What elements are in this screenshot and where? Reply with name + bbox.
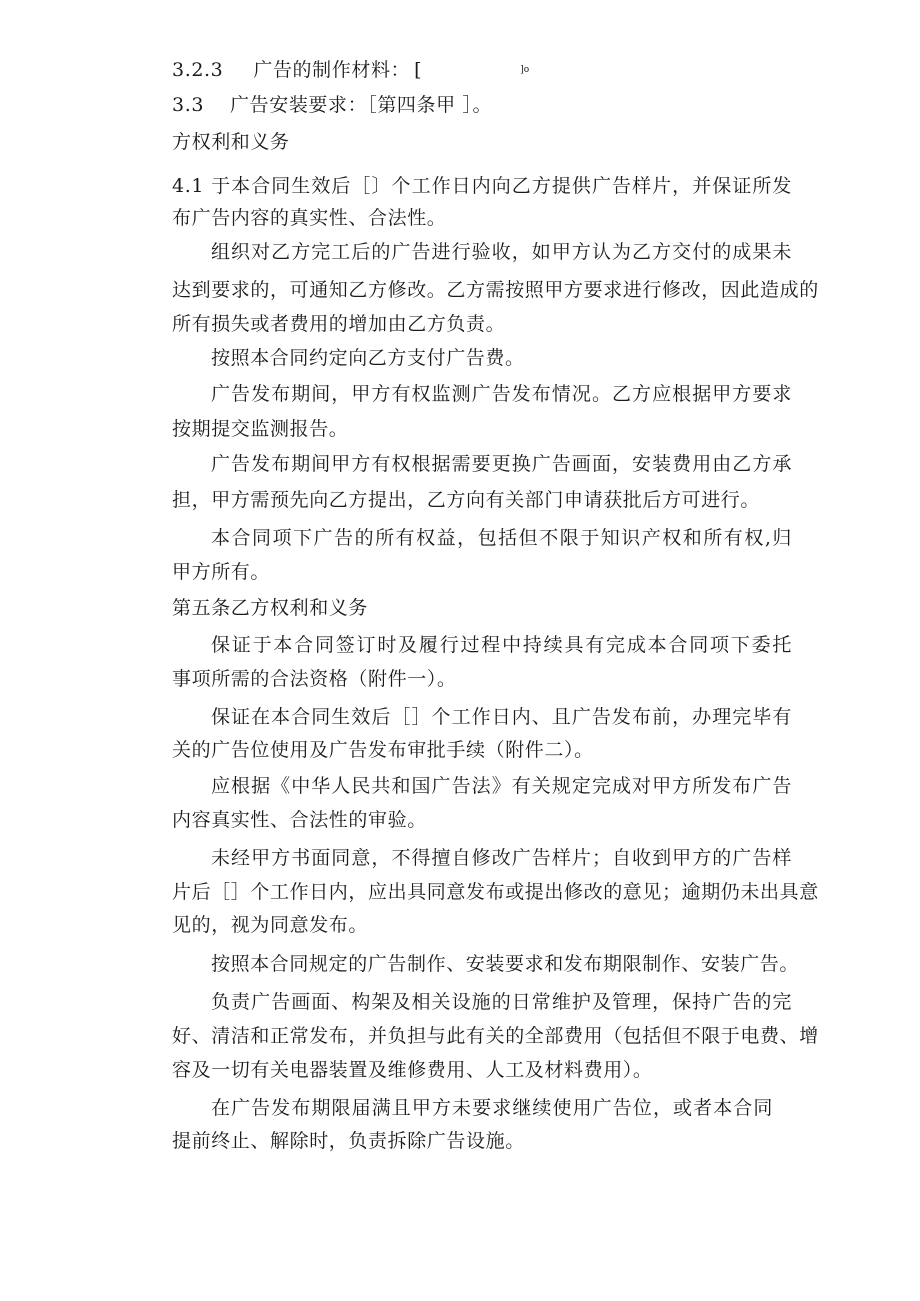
- paragraph-line: 组织对乙方完工后的广告进行验收，如甲方认为乙方交付的成果未: [211, 241, 792, 263]
- section-4-title: 方权利和义务: [172, 131, 290, 153]
- paragraph-line: 甲方所有。: [172, 561, 271, 583]
- item-3-3: [172, 93, 492, 117]
- paragraph-line: 按期提交监测报告。: [172, 418, 349, 440]
- paragraph-line: 所有损失或者费用的增加由乙方负责。: [172, 313, 506, 335]
- bracket-close-mark: ]o: [520, 65, 530, 75]
- paragraph-line: 未经甲方书面同意，不得擅自修改广告样片；自收到甲方的广告样: [211, 847, 792, 869]
- paragraph-line: 达到要求的，可通知乙方修改。乙方需按照甲方要求进行修改，因此造成的: [172, 279, 819, 301]
- paragraph-line: 4.1 于本合同生效后［〕个工作日内向乙方提供广告样片，并保证所发: [172, 175, 792, 197]
- paragraph-line: 保证在本合同生效后［］个工作日内、且广告发布前，办理完毕有: [211, 706, 792, 728]
- paragraph-line: 应根据《中华人民共和国广告法》有关规定完成对甲方所发布广告: [211, 775, 792, 797]
- paragraph-line: 在广告发布期限届满且甲方未要求继续使用广告位，或者本合同: [211, 1097, 773, 1119]
- section-5-title: 第五条乙方权利和义务: [172, 597, 369, 619]
- paragraph-line: 关的广告位使用及广告发布审批手续（附件二）。: [172, 739, 594, 761]
- paragraph-line: 片后［］个工作日内，应出具同意发布或提出修改的意见；逾期仍未出具意: [172, 881, 819, 903]
- paragraph-line: 布广告内容的真实性、合法性。: [172, 207, 447, 229]
- item-number: 3.2.3: [172, 59, 224, 81]
- bracket-open: [: [414, 59, 423, 81]
- paragraph-line: 好、清洁和正常发布，并负担与此有关的全部费用（包括但不限于电费、增: [172, 1025, 819, 1047]
- paragraph-line: 内容真实性、合法性的审验。: [172, 809, 427, 831]
- paragraph-line: 广告发布期间，甲方有权监测广告发布情况。乙方应根据甲方要求: [211, 383, 792, 405]
- item-label: 广告的制作材料：: [253, 59, 411, 81]
- paragraph-line: 担，甲方需预先向乙方提出，乙方向有关部门申请获批后方可进行。: [172, 489, 761, 511]
- paragraph-line: 按照本合同约定向乙方支付广告费。: [211, 347, 525, 369]
- item-number: 3.3: [172, 94, 205, 116]
- paragraph-line: 本合同项下广告的所有权益，包括但不限于知识产权和所有权,归: [211, 527, 792, 549]
- paragraph-line: 广告发布期间甲方有权根据需要更换广告画面，安装费用由乙方承: [211, 453, 792, 475]
- paragraph-line: 负责广告画面、构架及相关设施的日常维护及管理，保持广告的完: [211, 991, 792, 1013]
- paragraph-line: 见的，视为同意发布。: [172, 914, 369, 936]
- paragraph-line: 事项所需的合法资格（附件一）。: [172, 668, 457, 690]
- item-text: 广告安装要求：［第四条甲 ］。: [230, 94, 493, 116]
- paragraph-line: 提前终止、解除时，负责拆除广告设施。: [172, 1130, 525, 1152]
- paragraph-line: 容及一切有关电器装置及维修费用、人工及材料费用）。: [172, 1059, 653, 1081]
- paragraph-line: 保证于本合同签订时及履行过程中持续具有完成本合同项下委托: [211, 634, 792, 656]
- item-3-2-3: [172, 58, 529, 82]
- paragraph-line: 按照本合同规定的广告制作、安装要求和发布期限制作、安装广告。: [211, 953, 800, 975]
